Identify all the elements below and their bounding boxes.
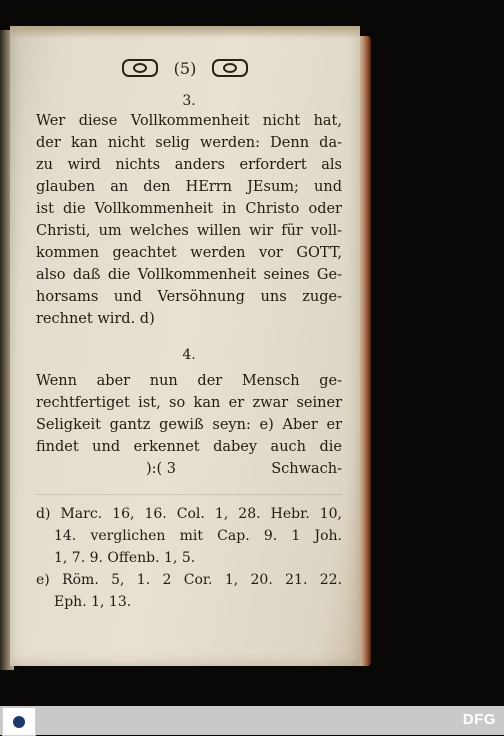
section-number: 3. xyxy=(182,93,196,109)
viewer-footer xyxy=(0,706,504,735)
text-line: horsams und Versöhnung uns zuge- xyxy=(36,289,342,305)
footnote-line: e) Röm. 5, 1. 2 Cor. 1, 20. 21. 22. xyxy=(36,572,342,588)
page-shadow xyxy=(10,26,360,38)
signature-mark: ):( 3 xyxy=(146,461,177,477)
page-text xyxy=(36,92,342,613)
section-3-body xyxy=(36,110,342,330)
catchword: Schwach- xyxy=(271,461,342,477)
text-line: rechtfertiget ist, so kan er zwar seiner xyxy=(36,395,342,411)
catchline xyxy=(36,458,342,480)
book-page xyxy=(10,26,360,666)
text-line: findet und erkennet dabey auch die xyxy=(36,439,342,455)
footnote-e xyxy=(36,569,342,613)
footnote-line: 1, 7. 9. Offenb. 1, 5. xyxy=(54,550,196,566)
text-line: also daß die Vollkommenheit seines Ge- xyxy=(36,267,342,283)
footnote-line: 14. verglichen mit Cap. 9. 1 Joh. xyxy=(54,528,342,544)
page-header xyxy=(10,56,360,80)
page-number: (5) xyxy=(173,58,197,78)
text-line: Seligkeit gantz gewiß seyn: e) Aber er xyxy=(36,417,342,433)
dfg-logo: DFG xyxy=(462,711,496,728)
text-line: Wenn aber nun der Mensch ge- xyxy=(36,373,342,389)
text-line: ist die Vollkommenheit in Christo oder xyxy=(36,201,342,217)
footnote-d xyxy=(36,503,342,569)
section-number: 4. xyxy=(182,347,196,363)
footnote-line: Eph. 1, 13. xyxy=(54,594,132,610)
text-line: rechnet wird. d) xyxy=(36,311,155,327)
library-logo-icon xyxy=(2,707,36,736)
text-line: kommen geachtet werden vor GOTT, xyxy=(36,245,342,261)
text-line: zu wird nichts anders erfordert als xyxy=(36,157,342,173)
ornament-left-icon xyxy=(122,59,158,77)
section-4-body xyxy=(36,370,342,458)
text-line: der kan nicht selig werden: Denn da- xyxy=(36,135,342,151)
text-line: Wer diese Vollkommenheit nicht hat, xyxy=(36,113,342,129)
text-line: glauben an den HErrn JEsum; und xyxy=(36,179,342,195)
ornament-right-icon xyxy=(212,59,248,77)
footnote-line: d) Marc. 16, 16. Col. 1, 28. Hebr. 10, xyxy=(36,506,342,522)
footnote-divider xyxy=(36,494,342,495)
footnotes xyxy=(36,503,342,613)
text-line: Christi, um welches willen wir für voll- xyxy=(36,223,342,239)
